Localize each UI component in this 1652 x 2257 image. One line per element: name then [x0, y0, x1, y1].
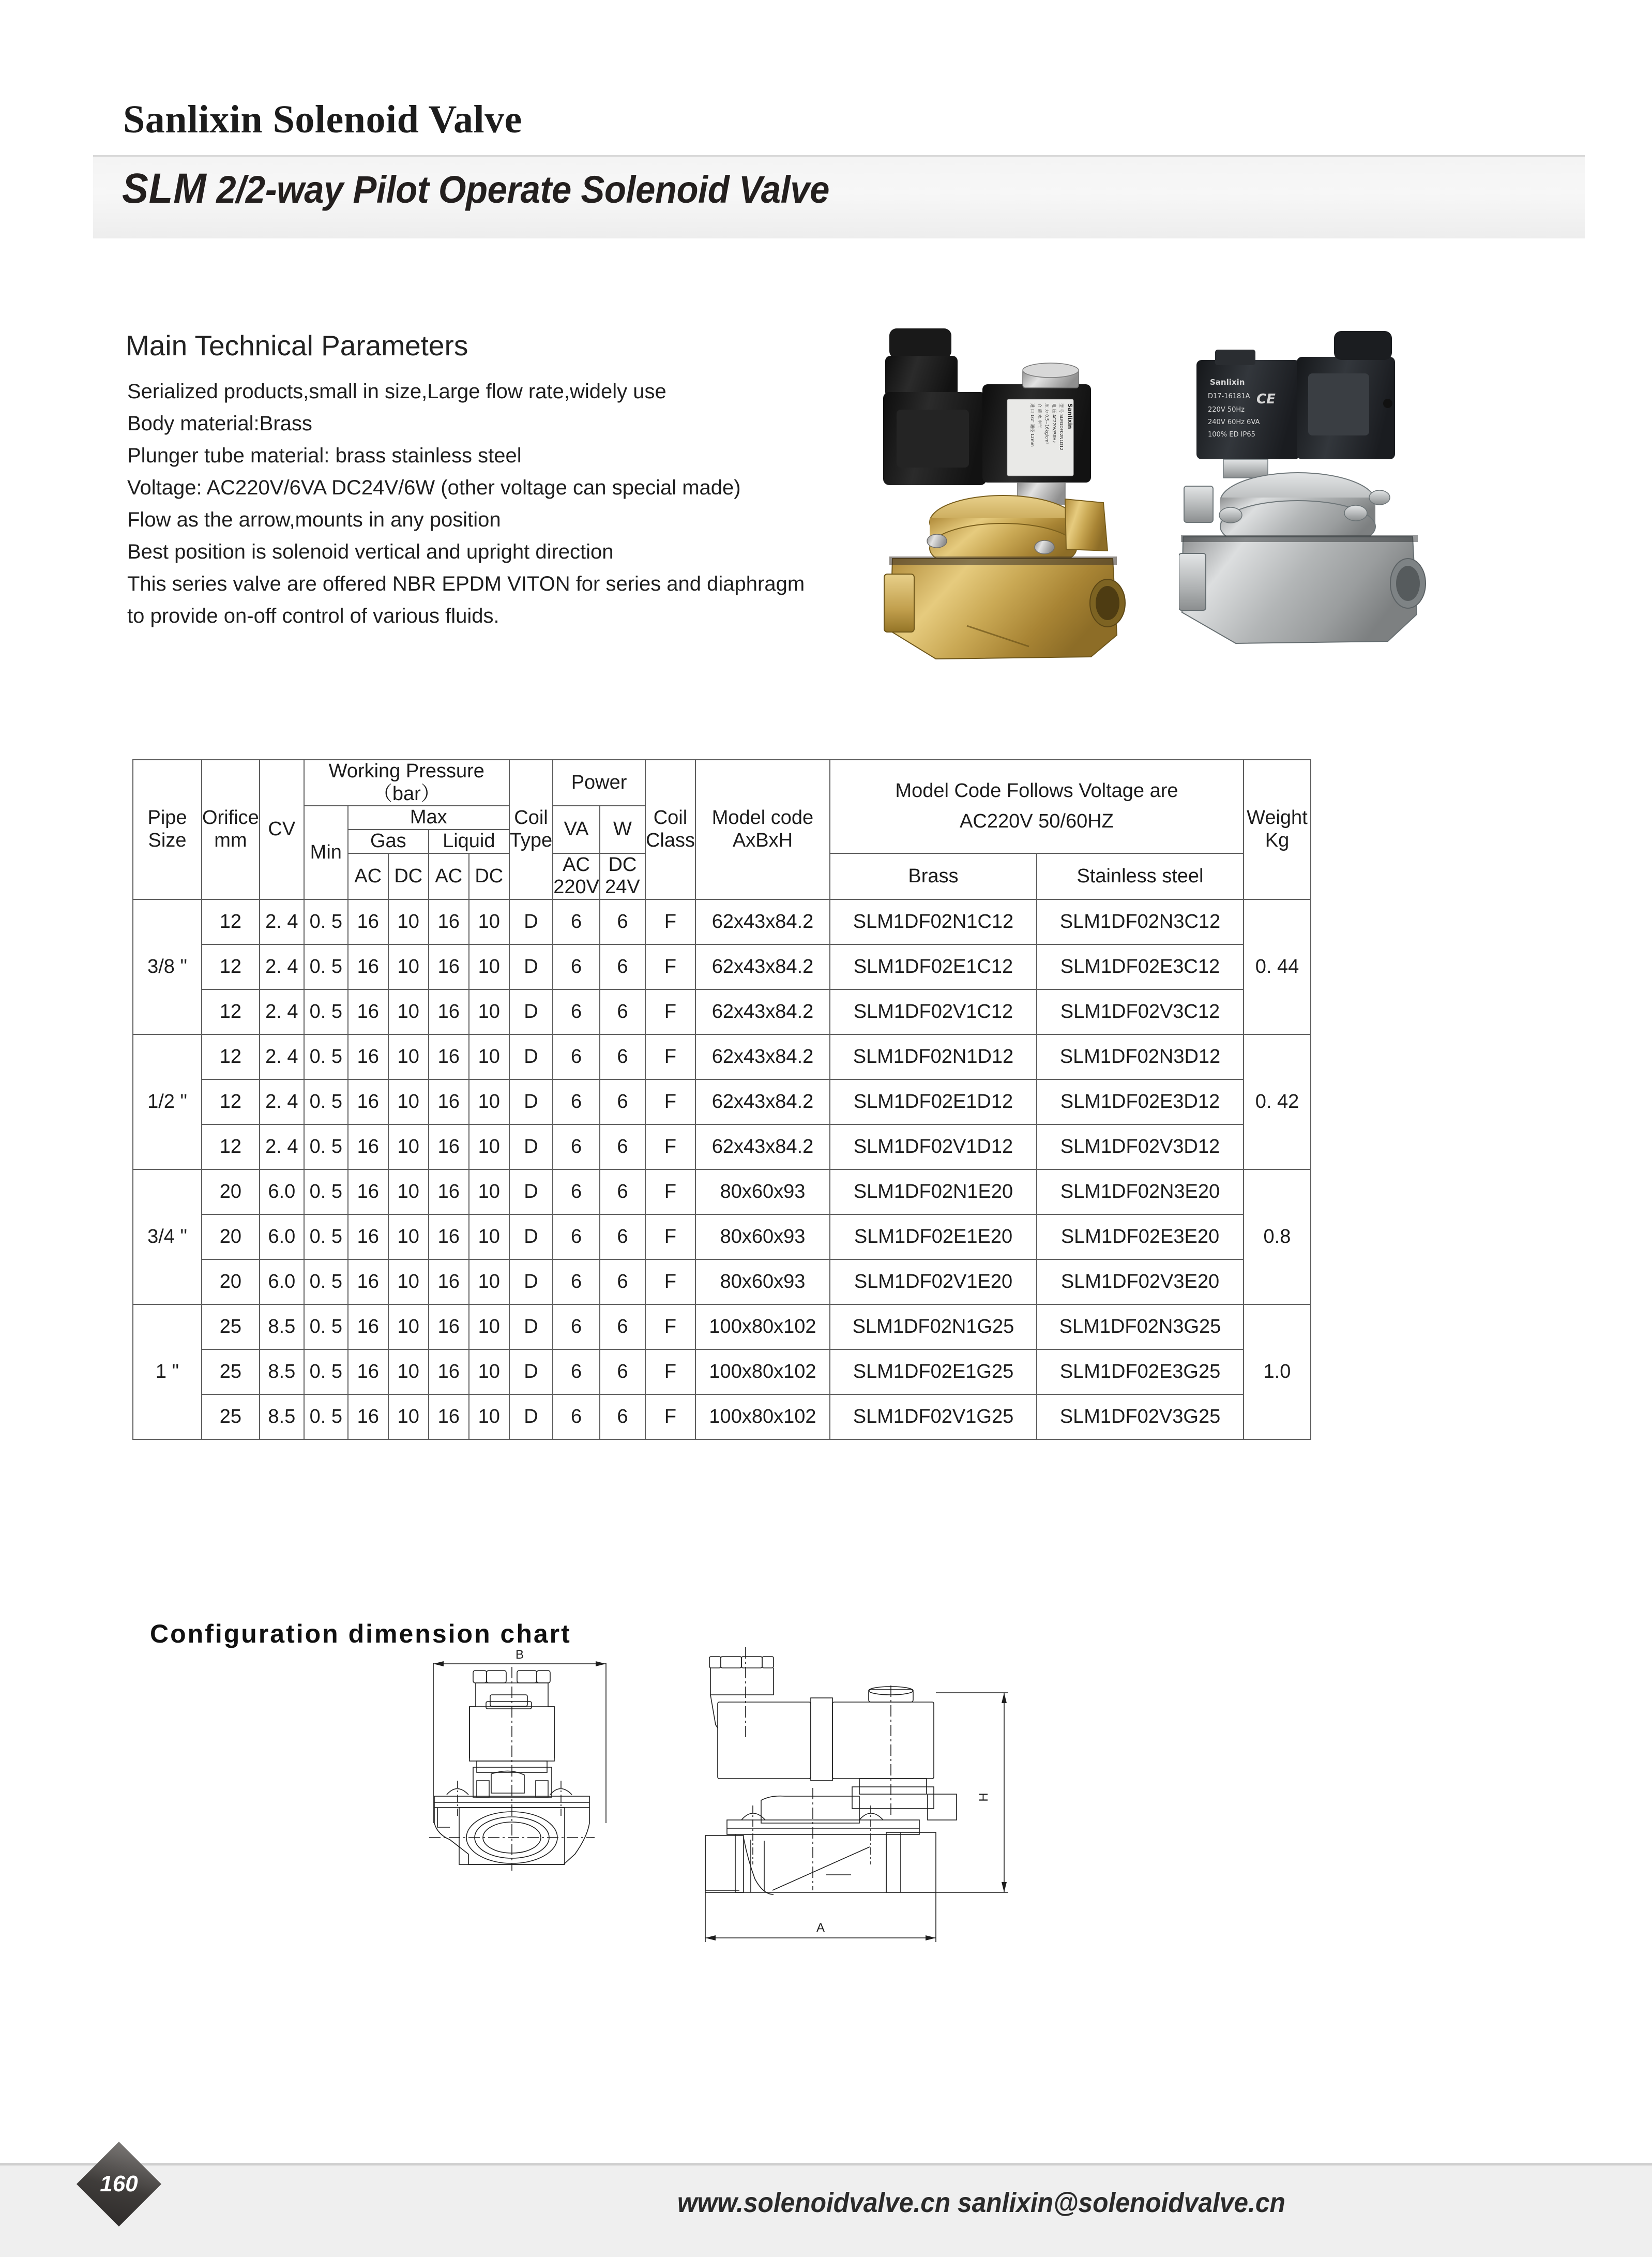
cell-stainless-model: SLM1DF02V3G25: [1037, 1394, 1244, 1439]
th-model-code: [695, 760, 830, 899]
svg-text:介 质 水 空气: 介 质 水 空气: [1037, 403, 1042, 428]
th-model-follows-l2: AC220V 50/60HZ: [960, 810, 1114, 833]
cell-w: 6: [600, 1259, 645, 1304]
th-orifice-l1: Orifice: [202, 807, 259, 829]
cell-va: 6: [553, 1124, 600, 1169]
table-row: [133, 989, 1311, 1034]
cell-liquid-dc: 10: [469, 899, 509, 944]
cell-coil-class: F: [645, 1079, 695, 1124]
cell-orifice: 12: [202, 1124, 260, 1169]
cell-stainless-model: SLM1DF02E3G25: [1037, 1349, 1244, 1394]
parameter-line: Best position is solenoid vertical and upright direction: [127, 540, 614, 563]
th-coil-class: [645, 760, 695, 899]
cell-coil-class: F: [645, 1034, 695, 1079]
cell-model-code: 62x43x84.2: [695, 1124, 830, 1169]
cell-gas-dc: 10: [388, 1394, 429, 1439]
th-model-code-l2: AxBxH: [732, 830, 793, 852]
cell-va: 6: [553, 1394, 600, 1439]
cell-cv: 2. 4: [260, 899, 304, 944]
cell-coil-class: F: [645, 1259, 695, 1304]
th-w: W: [600, 806, 645, 853]
parameter-line: Body material:Brass: [127, 412, 312, 435]
th-model-follows-l1: Model Code Follows Voltage are: [895, 779, 1178, 802]
cell-coil-type: D: [509, 1169, 553, 1214]
cell-gas-ac: 16: [348, 1124, 388, 1169]
cell-coil-type: D: [509, 899, 553, 944]
cell-gas-dc: 10: [388, 1079, 429, 1124]
cell-orifice: 20: [202, 1214, 260, 1259]
table-row: [133, 1124, 1311, 1169]
cell-gas-dc: 10: [388, 989, 429, 1034]
cell-brass-model: SLM1DF02V1G25: [830, 1394, 1037, 1439]
cell-cv: 2. 4: [260, 989, 304, 1034]
parameter-line: Flow as the arrow,mounts in any position: [127, 508, 501, 531]
cell-min: 0. 5: [304, 1304, 348, 1349]
th-coil-type: [509, 760, 553, 899]
cell-weight: 0. 42: [1244, 1034, 1311, 1169]
cell-coil-class: F: [645, 1124, 695, 1169]
cell-coil-type: D: [509, 944, 553, 989]
svg-text:通 口 1/2″ 通径 12mm: 通 口 1/2″ 通径 12mm: [1030, 403, 1035, 447]
th-orifice-l2: mm: [214, 830, 247, 852]
dim-label-a: A: [816, 1921, 825, 1935]
cell-stainless-model: SLM1DF02V3E20: [1037, 1259, 1244, 1304]
cell-model-code: 80x60x93: [695, 1214, 830, 1259]
cell-model-code: 62x43x84.2: [695, 899, 830, 944]
cell-cv: 2. 4: [260, 944, 304, 989]
cell-liquid-dc: 10: [469, 1034, 509, 1079]
th-pipe-size-l2: Size: [148, 830, 187, 852]
th-liquid-dc: DC: [469, 853, 509, 899]
cell-cv: 6.0: [260, 1214, 304, 1259]
th-dc24v-l2: 24V: [605, 876, 640, 898]
cell-stainless-model: SLM1DF02N3C12: [1037, 899, 1244, 944]
cell-liquid-dc: 10: [469, 1259, 509, 1304]
cell-model-code: 100x80x102: [695, 1394, 830, 1439]
product-photos: [874, 315, 1468, 693]
th-ac220v-l2: 220V: [553, 876, 599, 898]
cell-w: 6: [600, 1034, 645, 1079]
cell-liquid-dc: 10: [469, 1394, 509, 1439]
cell-coil-type: D: [509, 1349, 553, 1394]
cell-liquid-ac: 16: [429, 1034, 469, 1079]
cell-gas-ac: 16: [348, 1214, 388, 1259]
cell-pipe-size: 1 ": [133, 1304, 202, 1439]
th-dc24v: [600, 853, 645, 899]
cell-w: 6: [600, 1304, 645, 1349]
cell-min: 0. 5: [304, 1169, 348, 1214]
cell-va: 6: [553, 1304, 600, 1349]
th-ac220v-l1: AC: [563, 853, 590, 876]
footer-contact-links[interactable]: www.solenoidvalve.cn sanlixin@solenoidvalve.cn: [677, 2187, 1285, 2218]
cell-brass-model: SLM1DF02N1G25: [830, 1304, 1037, 1349]
svg-text:CE: CE: [1256, 392, 1276, 407]
table-row: [133, 899, 1311, 944]
th-weight-l1: Weight: [1247, 807, 1308, 829]
svg-text:压 力 0.5~16kg/cm²: 压 力 0.5~16kg/cm²: [1044, 403, 1049, 444]
th-va: VA: [553, 806, 600, 853]
th-coil-type-l2: Type: [509, 830, 553, 852]
cell-w: 6: [600, 899, 645, 944]
th-dc24v-l1: DC: [608, 853, 637, 876]
cell-w: 6: [600, 1169, 645, 1214]
cell-stainless-model: SLM1DF02V3D12: [1037, 1124, 1244, 1169]
cell-stainless-model: SLM1DF02E3E20: [1037, 1214, 1244, 1259]
cell-gas-ac: 16: [348, 1304, 388, 1349]
parameter-line: Voltage: AC220V/6VA DC24V/6W (other voltage can special made): [127, 476, 741, 499]
cell-liquid-ac: 16: [429, 1259, 469, 1304]
cell-cv: 8.5: [260, 1349, 304, 1394]
cell-va: 6: [553, 989, 600, 1034]
cell-w: 6: [600, 1214, 645, 1259]
cell-cv: 6.0: [260, 1259, 304, 1304]
cell-coil-class: F: [645, 899, 695, 944]
cell-orifice: 12: [202, 944, 260, 989]
th-liquid: Liquid: [429, 830, 509, 853]
cell-gas-dc: 10: [388, 944, 429, 989]
svg-text:型 号 SLM1DF02N1D12: 型 号 SLM1DF02N1D12: [1059, 403, 1064, 450]
cell-gas-dc: 10: [388, 1304, 429, 1349]
cell-gas-ac: 16: [348, 989, 388, 1034]
th-model-follows: [830, 760, 1244, 853]
th-coil-type-l1: Coil: [514, 807, 548, 829]
table-row: [133, 1034, 1311, 1079]
parameter-line: Serialized products,small in size,Large flow rate,widely use: [127, 380, 666, 403]
cell-coil-class: F: [645, 1349, 695, 1394]
dim-label-h: H: [977, 1793, 991, 1802]
cell-model-code: 62x43x84.2: [695, 989, 830, 1034]
th-gas: Gas: [348, 830, 429, 853]
cell-min: 0. 5: [304, 1349, 348, 1394]
cell-stainless-model: SLM1DF02N3D12: [1037, 1034, 1244, 1079]
cell-w: 6: [600, 1079, 645, 1124]
page-number: 160: [100, 2171, 138, 2196]
cell-va: 6: [553, 1034, 600, 1079]
th-working-pressure: Working Pressure（bar）: [304, 760, 509, 806]
cell-liquid-dc: 10: [469, 1304, 509, 1349]
parameter-line: This series valve are offered NBR EPDM VITON for series and diaphragm: [127, 573, 805, 595]
cell-brass-model: SLM1DF02E1D12: [830, 1079, 1037, 1124]
cell-coil-class: F: [645, 1394, 695, 1439]
cell-model-code: 62x43x84.2: [695, 944, 830, 989]
cell-gas-ac: 16: [348, 1169, 388, 1214]
cell-gas-dc: 10: [388, 899, 429, 944]
cell-coil-class: F: [645, 1304, 695, 1349]
cell-brass-model: SLM1DF02N1E20: [830, 1169, 1037, 1214]
th-model-code-l1: Model code: [711, 807, 814, 829]
cell-coil-class: F: [645, 989, 695, 1034]
cell-brass-model: SLM1DF02E1C12: [830, 944, 1037, 989]
specification-table: [132, 759, 1311, 1440]
table-row: [133, 1214, 1311, 1259]
svg-text:100% ED IP65: 100% ED IP65: [1208, 431, 1255, 439]
cell-gas-dc: 10: [388, 1169, 429, 1214]
th-pipe-size: [133, 760, 202, 899]
cell-stainless-model: SLM1DF02N3E20: [1037, 1169, 1244, 1214]
side-view-drawing: [677, 1647, 1039, 2164]
cell-orifice: 25: [202, 1304, 260, 1349]
cell-gas-dc: 10: [388, 1214, 429, 1259]
table-row: [133, 1169, 1311, 1214]
cell-weight: 0. 44: [1244, 899, 1311, 1034]
th-gas-ac: AC: [348, 853, 388, 899]
cell-va: 6: [553, 944, 600, 989]
cell-orifice: 12: [202, 899, 260, 944]
cell-brass-model: SLM1DF02E1G25: [830, 1349, 1037, 1394]
table-row: [133, 1259, 1311, 1304]
cell-gas-dc: 10: [388, 1349, 429, 1394]
cell-liquid-dc: 10: [469, 1079, 509, 1124]
cell-liquid-ac: 16: [429, 1214, 469, 1259]
cell-stainless-model: SLM1DF02E3D12: [1037, 1079, 1244, 1124]
cell-cv: 2. 4: [260, 1124, 304, 1169]
page-title-rest: 2/2-way Pilot Operate Solenoid Valve: [216, 168, 829, 211]
cell-liquid-dc: 10: [469, 944, 509, 989]
cell-pipe-size: 3/8 ": [133, 899, 202, 1034]
cell-liquid-dc: 10: [469, 1214, 509, 1259]
brand-title: Sanlixin Solenoid Valve: [123, 98, 522, 141]
cell-brass-model: SLM1DF02N1C12: [830, 899, 1037, 944]
cell-liquid-ac: 16: [429, 1079, 469, 1124]
cell-w: 6: [600, 1394, 645, 1439]
table-row: [133, 1304, 1311, 1349]
cell-min: 0. 5: [304, 944, 348, 989]
cell-va: 6: [553, 1169, 600, 1214]
dimension-drawings: [403, 1647, 1127, 2164]
page-title: [122, 164, 829, 213]
cell-va: 6: [553, 1349, 600, 1394]
th-power: Power: [553, 760, 645, 806]
cell-brass-model: SLM1DF02V1C12: [830, 989, 1037, 1034]
cell-orifice: 20: [202, 1169, 260, 1214]
cell-cv: 2. 4: [260, 1034, 304, 1079]
th-orifice: [202, 760, 260, 899]
cell-model-code: 80x60x93: [695, 1169, 830, 1214]
th-weight-l2: Kg: [1265, 830, 1290, 852]
cell-liquid-ac: 16: [429, 1124, 469, 1169]
cell-model-code: 62x43x84.2: [695, 1079, 830, 1124]
cell-liquid-ac: 16: [429, 1349, 469, 1394]
cell-coil-type: D: [509, 1394, 553, 1439]
cell-min: 0. 5: [304, 1034, 348, 1079]
cell-min: 0. 5: [304, 1259, 348, 1304]
table-row: [133, 1394, 1311, 1439]
cell-liquid-ac: 16: [429, 944, 469, 989]
cell-gas-ac: 16: [348, 1394, 388, 1439]
parameter-line: to provide on-off control of various fluids.: [127, 605, 499, 627]
page-title-model: SLM: [122, 165, 207, 212]
cell-gas-ac: 16: [348, 1349, 388, 1394]
cell-brass-model: SLM1DF02E1E20: [830, 1214, 1037, 1259]
cell-va: 6: [553, 1259, 600, 1304]
svg-text:240V 60Hz 6VA: 240V 60Hz 6VA: [1208, 418, 1260, 426]
cell-min: 0. 5: [304, 1079, 348, 1124]
cell-brass-model: SLM1DF02N1D12: [830, 1034, 1037, 1079]
cell-gas-dc: 10: [388, 1259, 429, 1304]
cell-cv: 2. 4: [260, 1079, 304, 1124]
cell-va: 6: [553, 899, 600, 944]
svg-text:D17-16181A: D17-16181A: [1208, 393, 1250, 400]
cell-w: 6: [600, 989, 645, 1034]
cell-orifice: 25: [202, 1394, 260, 1439]
cell-coil-type: D: [509, 1304, 553, 1349]
cell-cv: 8.5: [260, 1394, 304, 1439]
th-max: Max: [348, 806, 509, 830]
cell-model-code: 100x80x102: [695, 1349, 830, 1394]
svg-text:电 压 AC220V/50Hz: 电 压 AC220V/50Hz: [1052, 403, 1056, 443]
cell-liquid-ac: 16: [429, 989, 469, 1034]
parameters-list: [127, 375, 877, 632]
cell-stainless-model: SLM1DF02N3G25: [1037, 1304, 1244, 1349]
cell-gas-dc: 10: [388, 1124, 429, 1169]
svg-text:Sanlixin: Sanlixin: [1210, 378, 1245, 387]
cell-weight: 0.8: [1244, 1169, 1311, 1304]
th-pipe-size-l1: Pipe: [147, 807, 187, 829]
cell-min: 0. 5: [304, 1214, 348, 1259]
cell-brass-model: SLM1DF02V1D12: [830, 1124, 1037, 1169]
cell-w: 6: [600, 1349, 645, 1394]
parameter-line: Plunger tube material: brass stainless steel: [127, 444, 522, 467]
cell-orifice: 12: [202, 989, 260, 1034]
cell-gas-dc: 10: [388, 1034, 429, 1079]
stainless-valve-photo: [1179, 331, 1468, 693]
svg-text:220V 50Hz: 220V 50Hz: [1208, 406, 1245, 414]
cell-min: 0. 5: [304, 1124, 348, 1169]
cell-liquid-ac: 16: [429, 1169, 469, 1214]
svg-text:Sanlixin: Sanlixin: [1067, 403, 1073, 429]
cell-stainless-model: SLM1DF02V3C12: [1037, 989, 1244, 1034]
cell-liquid-dc: 10: [469, 989, 509, 1034]
cell-liquid-dc: 10: [469, 1124, 509, 1169]
th-coil-class-l1: Coil: [653, 807, 688, 829]
specification-table-body: [133, 899, 1311, 1439]
cell-liquid-ac: 16: [429, 1394, 469, 1439]
config-chart-title: Configuration dimension chart: [150, 1619, 571, 1648]
table-row: [133, 1079, 1311, 1124]
cell-coil-type: D: [509, 1079, 553, 1124]
brass-valve-photo: [874, 315, 1184, 693]
cell-min: 0. 5: [304, 1394, 348, 1439]
cell-coil-class: F: [645, 944, 695, 989]
cell-gas-ac: 16: [348, 1259, 388, 1304]
cell-brass-model: SLM1DF02V1E20: [830, 1259, 1037, 1304]
cell-model-code: 100x80x102: [695, 1304, 830, 1349]
cell-cv: 6.0: [260, 1169, 304, 1214]
cell-pipe-size: 3/4 ": [133, 1169, 202, 1304]
cell-orifice: 12: [202, 1034, 260, 1079]
parameters-heading: Main Technical Parameters: [126, 329, 468, 362]
cell-liquid-ac: 16: [429, 1304, 469, 1349]
cell-coil-type: D: [509, 1214, 553, 1259]
cell-va: 6: [553, 1214, 600, 1259]
cell-cv: 8.5: [260, 1304, 304, 1349]
th-coil-class-l2: Class: [645, 830, 695, 852]
th-min: Min: [304, 806, 348, 899]
cell-min: 0. 5: [304, 899, 348, 944]
specification-table-wrapper: [132, 759, 1311, 1440]
th-weight: [1244, 760, 1311, 899]
cell-orifice: 20: [202, 1259, 260, 1304]
cell-coil-type: D: [509, 1034, 553, 1079]
cell-va: 6: [553, 1079, 600, 1124]
cell-liquid-dc: 10: [469, 1169, 509, 1214]
cell-gas-ac: 16: [348, 899, 388, 944]
cell-orifice: 25: [202, 1349, 260, 1394]
cell-stainless-model: SLM1DF02E3C12: [1037, 944, 1244, 989]
table-row: [133, 944, 1311, 989]
th-liquid-ac: AC: [429, 853, 469, 899]
cell-min: 0. 5: [304, 989, 348, 1034]
cell-w: 6: [600, 1124, 645, 1169]
cell-coil-type: D: [509, 989, 553, 1034]
cell-pipe-size: 1/2 ": [133, 1034, 202, 1169]
th-cv: CV: [260, 760, 304, 899]
front-view-drawing: [414, 1647, 646, 2164]
cell-gas-ac: 16: [348, 1079, 388, 1124]
dim-label-b: B: [515, 1648, 524, 1662]
th-brass: Brass: [830, 853, 1037, 899]
cell-coil-type: D: [509, 1124, 553, 1169]
cell-coil-type: D: [509, 1259, 553, 1304]
cell-gas-ac: 16: [348, 944, 388, 989]
cell-gas-ac: 16: [348, 1034, 388, 1079]
cell-liquid-dc: 10: [469, 1349, 509, 1394]
cell-orifice: 12: [202, 1079, 260, 1124]
cell-model-code: 62x43x84.2: [695, 1034, 830, 1079]
th-gas-dc: DC: [388, 853, 429, 899]
cell-model-code: 80x60x93: [695, 1259, 830, 1304]
table-row: [133, 1349, 1311, 1394]
cell-coil-class: F: [645, 1169, 695, 1214]
cell-weight: 1.0: [1244, 1304, 1311, 1439]
th-stainless: Stainless steel: [1037, 853, 1244, 899]
th-ac220v: [553, 853, 600, 899]
cell-coil-class: F: [645, 1214, 695, 1259]
cell-w: 6: [600, 944, 645, 989]
cell-liquid-ac: 16: [429, 899, 469, 944]
